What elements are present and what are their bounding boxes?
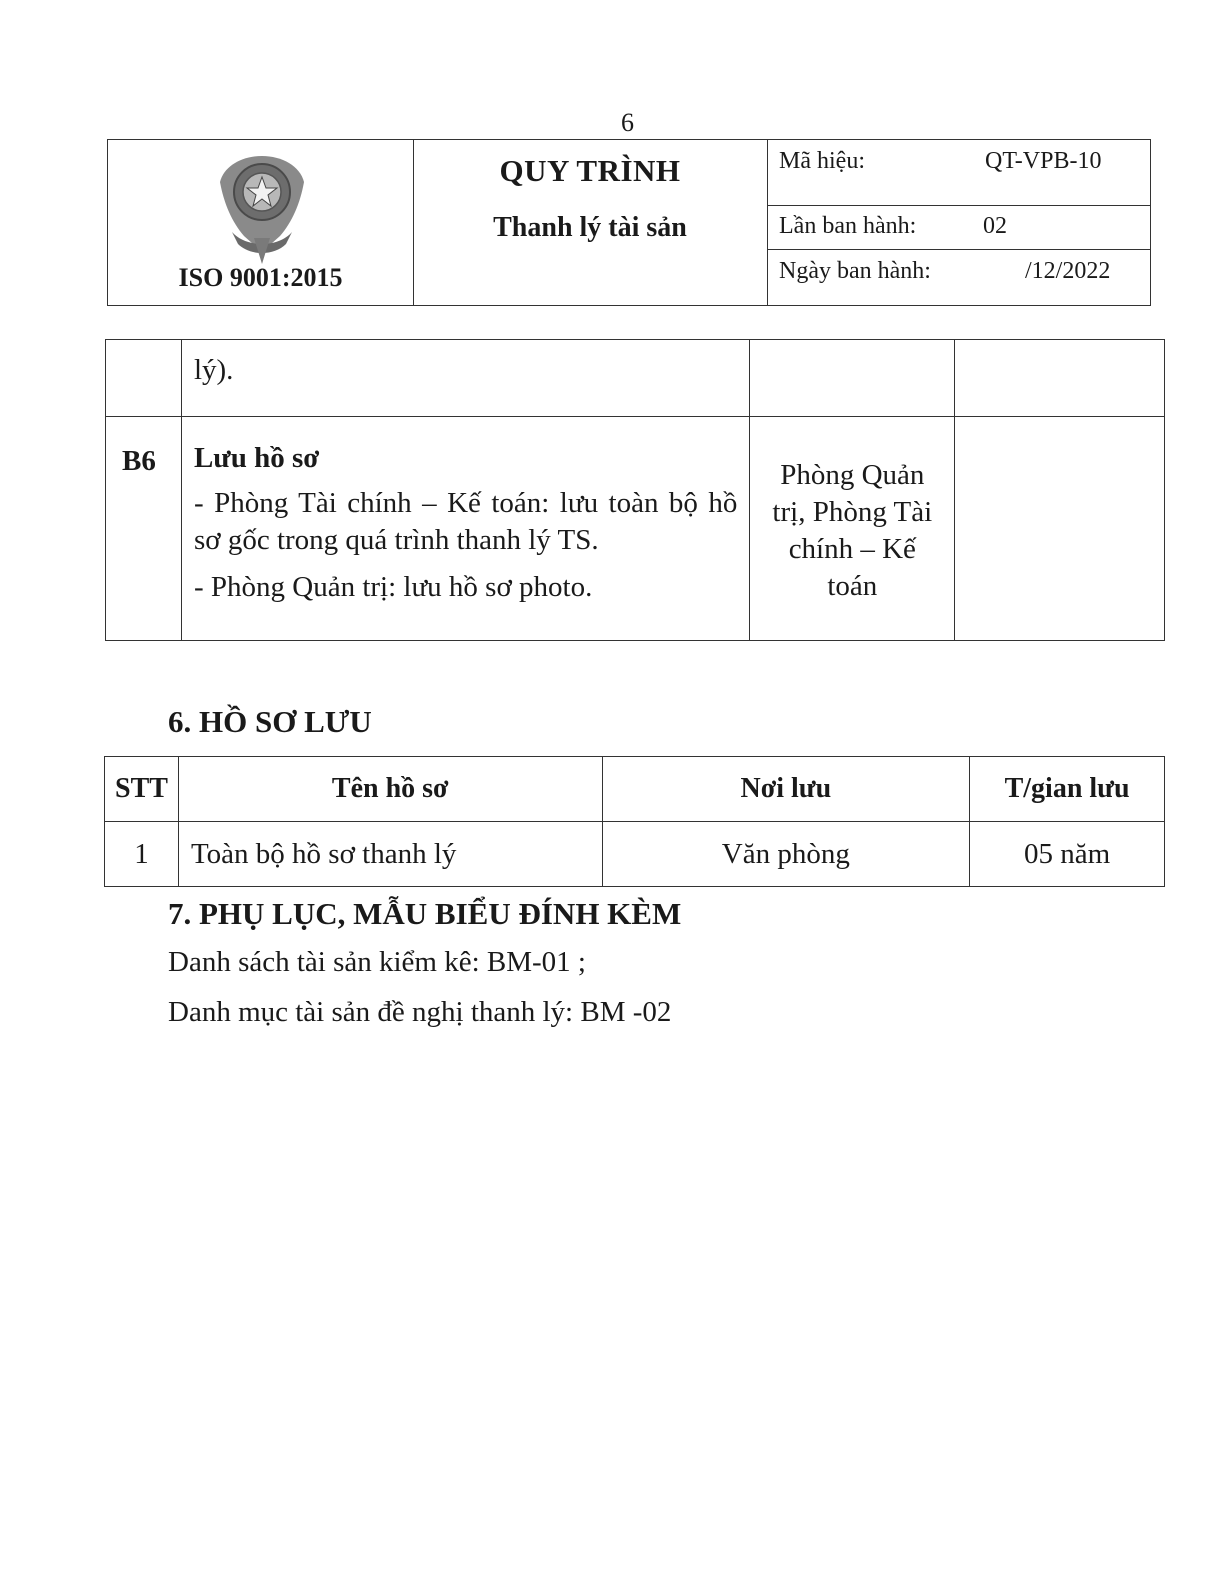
header-title-cell [413,140,768,305]
section-7-heading: 7. PHỤ LỤC, MẪU BIỂU ĐÍNH KÈM [168,896,682,931]
step-line: - Phòng Quản trị: lưu hồ sơ photo. [193,571,593,603]
appendix-item: Danh mục tài sản đề nghị thanh lý: BM -02 [168,996,672,1028]
table-cell [955,417,1165,641]
step-code: B6 [122,445,156,477]
continuation-text: lý). [193,354,234,386]
iso-standard: ISO 9001:2015 [178,263,343,292]
column-header: Tên hồ sơ [178,757,602,822]
table-row [106,417,1165,641]
table-cell [955,340,1165,417]
table-cell: 05 năm [970,822,1165,887]
table-cell: Toàn bộ hồ sơ thanh lý [178,822,602,887]
table-cell [106,417,182,641]
document-header [107,139,1151,306]
meta-label: Lần ban hành: [779,213,917,239]
meta-row-date [767,249,1150,305]
table-cell: Văn phòng [602,822,970,887]
step-title: Lưu hồ sơ [193,442,320,474]
table-row [105,822,1165,887]
procedure-subtitle: Thanh lý tài sản [493,212,687,243]
column-header: T/gian lưu [970,757,1165,822]
meta-label: Ngày ban hành: [779,258,931,284]
steps-table [105,339,1165,641]
header-logo-cell [108,140,414,305]
table-cell [106,340,182,417]
meta-label: Mã hiệu: [779,148,865,174]
meta-value: 02 [983,213,1007,239]
table-cell [750,340,955,417]
meta-row-issue [767,205,1150,250]
column-header: Nơi lưu [602,757,970,822]
column-header: STT [105,757,179,822]
step-line: - Phòng Tài chính – Kế toán: lưu toàn bộ hồ sơ gốc trong quá trình thanh lý TS. [193,487,738,556]
table-cell: 1 [105,822,179,887]
police-emblem-logo [214,152,310,272]
page-number: 6 [621,108,634,137]
table-row [106,340,1165,417]
table-cell [750,417,955,641]
meta-value: QT-VPB-10 [985,148,1102,174]
appendix-item: Danh sách tài sản kiểm kê: BM-01 ; [168,946,586,978]
header-meta-cell [767,140,1150,305]
step-responsible: Phòng Quản trị, Phòng Tài chính – Kế toán [772,459,933,602]
procedure-title: QUY TRÌNH [499,153,681,188]
records-table [104,756,1165,887]
section-6-heading: 6. HỒ SƠ LƯU [168,704,372,739]
meta-row-code [767,140,1150,206]
table-cell [181,417,749,641]
table-header-row [105,757,1165,822]
meta-value: /12/2022 [1025,258,1111,284]
table-cell [181,340,749,417]
